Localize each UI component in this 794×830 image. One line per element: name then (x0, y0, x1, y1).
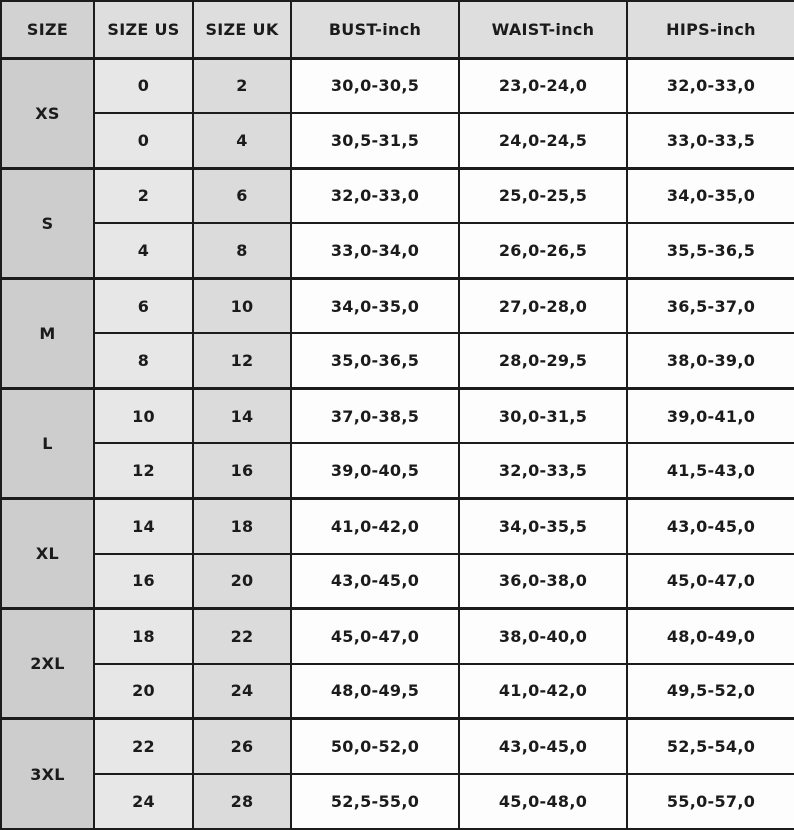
hips-range-cell: 45,0-47,0 (627, 554, 794, 609)
bust-range-cell: 35,0-36,5 (291, 333, 459, 388)
table-row (1, 664, 794, 719)
table-row (1, 223, 794, 278)
waist-range-cell: 30,0-31,5 (459, 388, 627, 443)
table-row (1, 388, 794, 443)
size-us-cell: 16 (94, 554, 193, 609)
table-row (1, 168, 794, 223)
hips-range-cell: 38,0-39,0 (627, 333, 794, 388)
bust-range-cell: 41,0-42,0 (291, 499, 459, 554)
size-us-cell: 2 (94, 168, 193, 223)
waist-range-cell: 28,0-29,5 (459, 333, 627, 388)
size-group-label: 3XL (1, 719, 94, 829)
waist-range-cell: 27,0-28,0 (459, 278, 627, 333)
size-group-label: S (1, 168, 94, 278)
size-uk-cell: 10 (193, 278, 291, 333)
size-group-label: XS (1, 58, 94, 168)
table-row (1, 609, 794, 664)
size-uk-cell: 26 (193, 719, 291, 774)
waist-range-cell: 38,0-40,0 (459, 609, 627, 664)
size-uk-cell: 8 (193, 223, 291, 278)
size-group-label: M (1, 278, 94, 388)
hips-range-cell: 52,5-54,0 (627, 719, 794, 774)
bust-range-cell: 37,0-38,5 (291, 388, 459, 443)
table-row (1, 113, 794, 168)
hips-range-cell: 41,5-43,0 (627, 443, 794, 498)
hips-range-cell: 32,0-33,0 (627, 58, 794, 113)
table-row (1, 719, 794, 774)
bust-range-cell: 32,0-33,0 (291, 168, 459, 223)
size-us-cell: 20 (94, 664, 193, 719)
column-header-size-us: SIZE US (94, 1, 193, 58)
bust-range-cell: 43,0-45,0 (291, 554, 459, 609)
table-header-row (1, 1, 794, 58)
column-header-waist-inch: WAIST-inch (459, 1, 627, 58)
size-uk-cell: 18 (193, 499, 291, 554)
size-us-cell: 24 (94, 774, 193, 829)
size-us-cell: 10 (94, 388, 193, 443)
column-header-size: SIZE (1, 1, 94, 58)
table-row (1, 554, 794, 609)
table-row (1, 499, 794, 554)
waist-range-cell: 43,0-45,0 (459, 719, 627, 774)
hips-range-cell: 49,5-52,0 (627, 664, 794, 719)
size-us-cell: 8 (94, 333, 193, 388)
table-row (1, 333, 794, 388)
waist-range-cell: 25,0-25,5 (459, 168, 627, 223)
bust-range-cell: 30,5-31,5 (291, 113, 459, 168)
table-row (1, 774, 794, 829)
size-uk-cell: 28 (193, 774, 291, 829)
waist-range-cell: 34,0-35,5 (459, 499, 627, 554)
size-uk-cell: 22 (193, 609, 291, 664)
size-us-cell: 22 (94, 719, 193, 774)
waist-range-cell: 24,0-24,5 (459, 113, 627, 168)
waist-range-cell: 41,0-42,0 (459, 664, 627, 719)
size-chart-body (1, 58, 794, 829)
waist-range-cell: 26,0-26,5 (459, 223, 627, 278)
hips-range-cell: 33,0-33,5 (627, 113, 794, 168)
size-uk-cell: 12 (193, 333, 291, 388)
bust-range-cell: 33,0-34,0 (291, 223, 459, 278)
waist-range-cell: 36,0-38,0 (459, 554, 627, 609)
waist-range-cell: 23,0-24,0 (459, 58, 627, 113)
hips-range-cell: 43,0-45,0 (627, 499, 794, 554)
size-group-label: L (1, 388, 94, 498)
bust-range-cell: 52,5-55,0 (291, 774, 459, 829)
size-uk-cell: 24 (193, 664, 291, 719)
waist-range-cell: 32,0-33,5 (459, 443, 627, 498)
bust-range-cell: 50,0-52,0 (291, 719, 459, 774)
size-us-cell: 4 (94, 223, 193, 278)
bust-range-cell: 30,0-30,5 (291, 58, 459, 113)
hips-range-cell: 39,0-41,0 (627, 388, 794, 443)
hips-range-cell: 35,5-36,5 (627, 223, 794, 278)
column-header-hips-inch: HIPS-inch (627, 1, 794, 58)
bust-range-cell: 34,0-35,0 (291, 278, 459, 333)
column-header-bust-inch: BUST-inch (291, 1, 459, 58)
size-us-cell: 6 (94, 278, 193, 333)
size-uk-cell: 4 (193, 113, 291, 168)
size-uk-cell: 14 (193, 388, 291, 443)
hips-range-cell: 34,0-35,0 (627, 168, 794, 223)
size-us-cell: 12 (94, 443, 193, 498)
size-us-cell: 14 (94, 499, 193, 554)
size-us-cell: 18 (94, 609, 193, 664)
size-us-cell: 0 (94, 113, 193, 168)
bust-range-cell: 39,0-40,5 (291, 443, 459, 498)
bust-range-cell: 45,0-47,0 (291, 609, 459, 664)
size-group-label: XL (1, 499, 94, 609)
size-uk-cell: 16 (193, 443, 291, 498)
bust-range-cell: 48,0-49,5 (291, 664, 459, 719)
size-uk-cell: 2 (193, 58, 291, 113)
column-header-size-uk: SIZE UK (193, 1, 291, 58)
size-uk-cell: 20 (193, 554, 291, 609)
waist-range-cell: 45,0-48,0 (459, 774, 627, 829)
size-group-label: 2XL (1, 609, 94, 719)
hips-range-cell: 55,0-57,0 (627, 774, 794, 829)
hips-range-cell: 36,5-37,0 (627, 278, 794, 333)
table-row (1, 58, 794, 113)
size-us-cell: 0 (94, 58, 193, 113)
table-row (1, 443, 794, 498)
hips-range-cell: 48,0-49,0 (627, 609, 794, 664)
size-uk-cell: 6 (193, 168, 291, 223)
table-row (1, 278, 794, 333)
